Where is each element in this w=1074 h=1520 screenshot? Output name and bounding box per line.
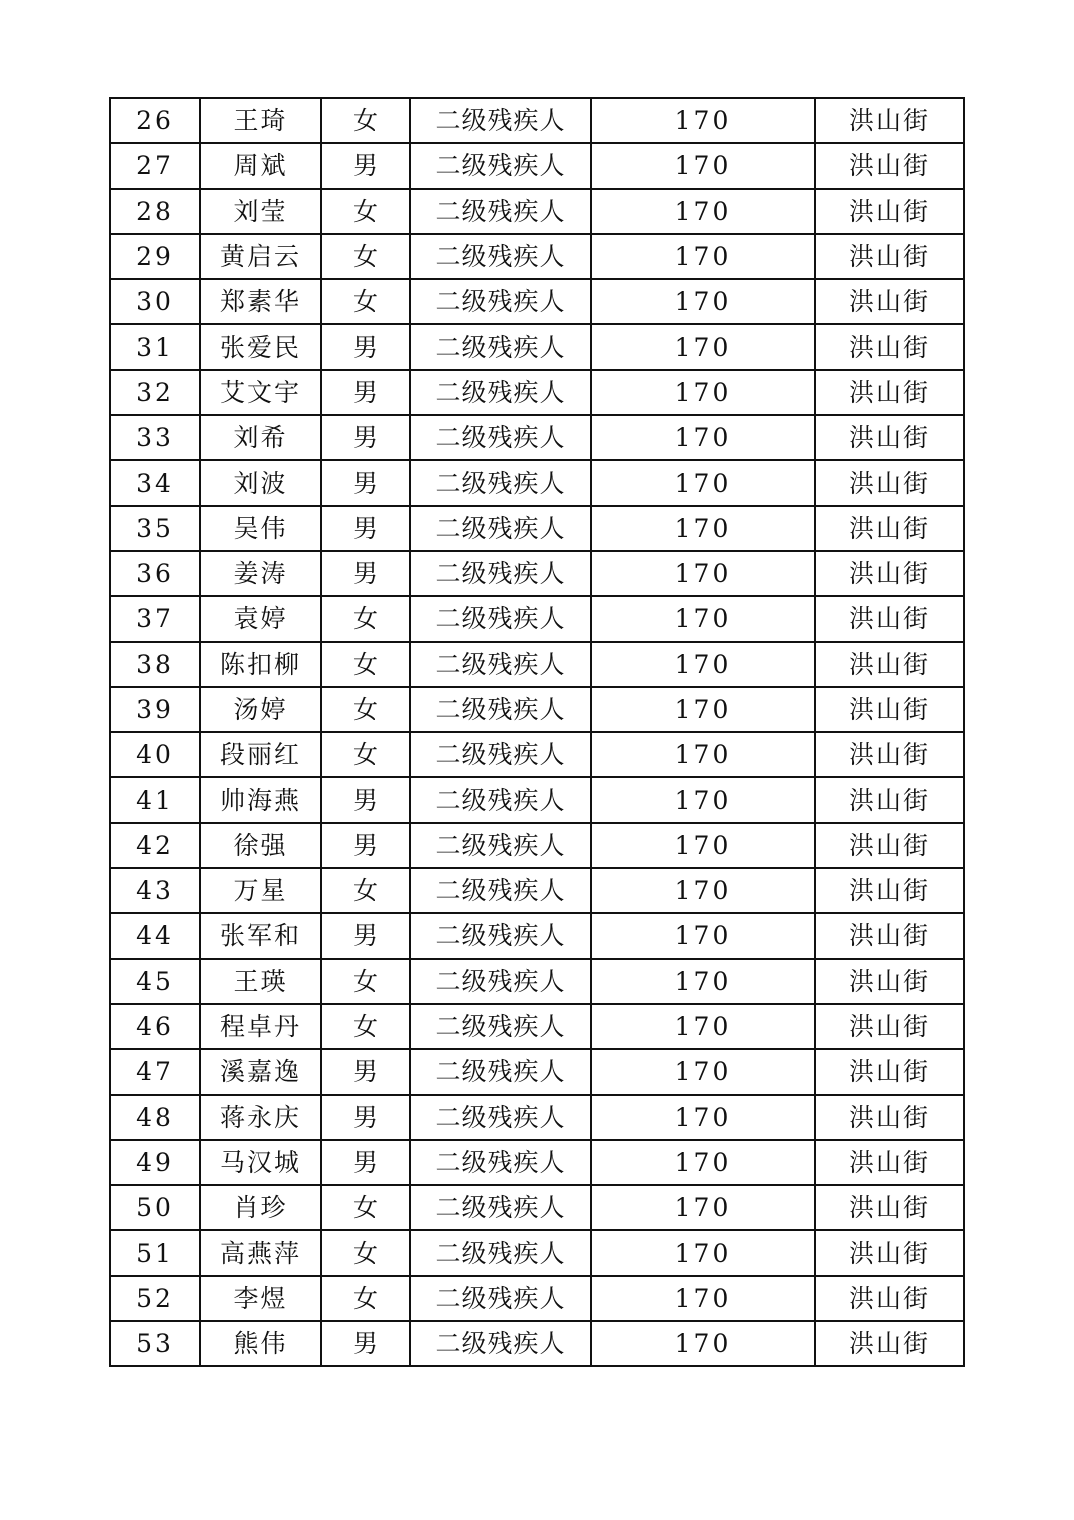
table-row (110, 1140, 964, 1185)
row-number-cell: 44 (110, 913, 200, 958)
street-cell: 洪山街 (815, 642, 964, 687)
gender-cell: 女 (321, 279, 410, 324)
street-cell: 洪山街 (815, 189, 964, 234)
table-row (110, 596, 964, 641)
amount-cell: 170 (591, 98, 815, 143)
street-cell: 洪山街 (815, 460, 964, 505)
gender-cell: 女 (321, 189, 410, 234)
disability-level-cell: 二级残疾人 (410, 777, 591, 822)
row-number-cell: 33 (110, 415, 200, 460)
gender-cell: 女 (321, 1230, 410, 1275)
amount-cell: 170 (591, 687, 815, 732)
street-cell: 洪山街 (815, 98, 964, 143)
person-name-cell: 帅海燕 (200, 777, 321, 822)
disability-level-cell: 二级残疾人 (410, 551, 591, 596)
amount-cell: 170 (591, 1004, 815, 1049)
person-name-cell: 姜涛 (200, 551, 321, 596)
gender-cell: 女 (321, 959, 410, 1004)
gender-cell: 女 (321, 1004, 410, 1049)
table-row (110, 98, 964, 143)
amount-cell: 170 (591, 913, 815, 958)
street-cell: 洪山街 (815, 1049, 964, 1094)
row-number-cell: 28 (110, 189, 200, 234)
street-cell: 洪山街 (815, 913, 964, 958)
disability-level-cell: 二级残疾人 (410, 189, 591, 234)
gender-cell: 男 (321, 1049, 410, 1094)
disability-level-cell: 二级残疾人 (410, 596, 591, 641)
table-row (110, 1049, 964, 1094)
table-row (110, 551, 964, 596)
street-cell: 洪山街 (815, 551, 964, 596)
amount-cell: 170 (591, 324, 815, 369)
amount-cell: 170 (591, 1185, 815, 1230)
table-row (110, 279, 964, 324)
person-name-cell: 黄启云 (200, 234, 321, 279)
row-number-cell: 35 (110, 506, 200, 551)
disability-level-cell: 二级残疾人 (410, 687, 591, 732)
amount-cell: 170 (591, 1230, 815, 1275)
row-number-cell: 53 (110, 1321, 200, 1366)
street-cell: 洪山街 (815, 1230, 964, 1275)
disability-level-cell: 二级残疾人 (410, 1004, 591, 1049)
amount-cell: 170 (591, 143, 815, 188)
row-number-cell: 39 (110, 687, 200, 732)
gender-cell: 女 (321, 596, 410, 641)
street-cell: 洪山街 (815, 324, 964, 369)
amount-cell: 170 (591, 1140, 815, 1185)
person-name-cell: 王瑛 (200, 959, 321, 1004)
person-name-cell: 陈扣柳 (200, 642, 321, 687)
disability-level-cell: 二级残疾人 (410, 460, 591, 505)
disability-level-cell: 二级残疾人 (410, 1185, 591, 1230)
row-number-cell: 27 (110, 143, 200, 188)
table-row (110, 1095, 964, 1140)
row-number-cell: 45 (110, 959, 200, 1004)
person-name-cell: 肖珍 (200, 1185, 321, 1230)
row-number-cell: 52 (110, 1276, 200, 1321)
person-name-cell: 溪嘉逸 (200, 1049, 321, 1094)
gender-cell: 男 (321, 143, 410, 188)
street-cell: 洪山街 (815, 959, 964, 1004)
gender-cell: 男 (321, 1140, 410, 1185)
row-number-cell: 31 (110, 324, 200, 369)
row-number-cell: 32 (110, 370, 200, 415)
gender-cell: 男 (321, 506, 410, 551)
amount-cell: 170 (591, 506, 815, 551)
roster-body (110, 98, 964, 1366)
person-name-cell: 王琦 (200, 98, 321, 143)
person-name-cell: 周斌 (200, 143, 321, 188)
table-row (110, 1321, 964, 1366)
subsidy-roster-table (109, 97, 965, 1367)
gender-cell: 女 (321, 1276, 410, 1321)
amount-cell: 170 (591, 642, 815, 687)
amount-cell: 170 (591, 868, 815, 913)
row-number-cell: 42 (110, 823, 200, 868)
row-number-cell: 48 (110, 1095, 200, 1140)
table-row (110, 324, 964, 369)
gender-cell: 男 (321, 823, 410, 868)
street-cell: 洪山街 (815, 777, 964, 822)
street-cell: 洪山街 (815, 143, 964, 188)
person-name-cell: 刘希 (200, 415, 321, 460)
street-cell: 洪山街 (815, 415, 964, 460)
street-cell: 洪山街 (815, 1321, 964, 1366)
row-number-cell: 37 (110, 596, 200, 641)
table-row (110, 460, 964, 505)
table-row (110, 234, 964, 279)
table-row (110, 959, 964, 1004)
person-name-cell: 张爱民 (200, 324, 321, 369)
street-cell: 洪山街 (815, 868, 964, 913)
disability-level-cell: 二级残疾人 (410, 868, 591, 913)
table-row (110, 1276, 964, 1321)
person-name-cell: 艾文宇 (200, 370, 321, 415)
table-row (110, 143, 964, 188)
person-name-cell: 吴伟 (200, 506, 321, 551)
amount-cell: 170 (591, 1276, 815, 1321)
person-name-cell: 程卓丹 (200, 1004, 321, 1049)
row-number-cell: 41 (110, 777, 200, 822)
street-cell: 洪山街 (815, 823, 964, 868)
gender-cell: 女 (321, 732, 410, 777)
gender-cell: 男 (321, 1321, 410, 1366)
gender-cell: 女 (321, 98, 410, 143)
amount-cell: 170 (591, 279, 815, 324)
row-number-cell: 40 (110, 732, 200, 777)
disability-level-cell: 二级残疾人 (410, 98, 591, 143)
table-row (110, 1185, 964, 1230)
person-name-cell: 高燕萍 (200, 1230, 321, 1275)
amount-cell: 170 (591, 370, 815, 415)
person-name-cell: 张军和 (200, 913, 321, 958)
row-number-cell: 36 (110, 551, 200, 596)
row-number-cell: 30 (110, 279, 200, 324)
disability-level-cell: 二级残疾人 (410, 415, 591, 460)
disability-level-cell: 二级残疾人 (410, 506, 591, 551)
gender-cell: 女 (321, 687, 410, 732)
street-cell: 洪山街 (815, 1185, 964, 1230)
row-number-cell: 38 (110, 642, 200, 687)
street-cell: 洪山街 (815, 1004, 964, 1049)
table-row (110, 415, 964, 460)
gender-cell: 女 (321, 1185, 410, 1230)
row-number-cell: 50 (110, 1185, 200, 1230)
disability-level-cell: 二级残疾人 (410, 324, 591, 369)
amount-cell: 170 (591, 732, 815, 777)
street-cell: 洪山街 (815, 370, 964, 415)
row-number-cell: 34 (110, 460, 200, 505)
gender-cell: 男 (321, 415, 410, 460)
table-row (110, 1230, 964, 1275)
person-name-cell: 袁婷 (200, 596, 321, 641)
disability-level-cell: 二级残疾人 (410, 370, 591, 415)
person-name-cell: 马汉城 (200, 1140, 321, 1185)
gender-cell: 女 (321, 868, 410, 913)
person-name-cell: 段丽红 (200, 732, 321, 777)
row-number-cell: 46 (110, 1004, 200, 1049)
table-row (110, 732, 964, 777)
amount-cell: 170 (591, 460, 815, 505)
street-cell: 洪山街 (815, 234, 964, 279)
disability-level-cell: 二级残疾人 (410, 1140, 591, 1185)
amount-cell: 170 (591, 1049, 815, 1094)
street-cell: 洪山街 (815, 279, 964, 324)
gender-cell: 男 (321, 370, 410, 415)
gender-cell: 男 (321, 913, 410, 958)
amount-cell: 170 (591, 551, 815, 596)
disability-level-cell: 二级残疾人 (410, 732, 591, 777)
amount-cell: 170 (591, 1321, 815, 1366)
table-row (110, 1004, 964, 1049)
disability-level-cell: 二级残疾人 (410, 1049, 591, 1094)
row-number-cell: 29 (110, 234, 200, 279)
street-cell: 洪山街 (815, 1140, 964, 1185)
person-name-cell: 蒋永庆 (200, 1095, 321, 1140)
amount-cell: 170 (591, 189, 815, 234)
gender-cell: 男 (321, 324, 410, 369)
amount-cell: 170 (591, 777, 815, 822)
row-number-cell: 49 (110, 1140, 200, 1185)
person-name-cell: 熊伟 (200, 1321, 321, 1366)
amount-cell: 170 (591, 823, 815, 868)
disability-level-cell: 二级残疾人 (410, 959, 591, 1004)
table-row (110, 370, 964, 415)
amount-cell: 170 (591, 415, 815, 460)
street-cell: 洪山街 (815, 732, 964, 777)
disability-level-cell: 二级残疾人 (410, 642, 591, 687)
street-cell: 洪山街 (815, 687, 964, 732)
person-name-cell: 徐强 (200, 823, 321, 868)
table-row (110, 777, 964, 822)
disability-level-cell: 二级残疾人 (410, 234, 591, 279)
row-number-cell: 47 (110, 1049, 200, 1094)
disability-level-cell: 二级残疾人 (410, 913, 591, 958)
person-name-cell: 李煜 (200, 1276, 321, 1321)
gender-cell: 男 (321, 460, 410, 505)
street-cell: 洪山街 (815, 1276, 964, 1321)
gender-cell: 男 (321, 1095, 410, 1140)
street-cell: 洪山街 (815, 506, 964, 551)
table-row (110, 823, 964, 868)
amount-cell: 170 (591, 1095, 815, 1140)
street-cell: 洪山街 (815, 1095, 964, 1140)
gender-cell: 女 (321, 642, 410, 687)
gender-cell: 男 (321, 551, 410, 596)
person-name-cell: 刘莹 (200, 189, 321, 234)
row-number-cell: 51 (110, 1230, 200, 1275)
disability-level-cell: 二级残疾人 (410, 143, 591, 188)
table-row (110, 189, 964, 234)
table-row (110, 642, 964, 687)
person-name-cell: 郑素华 (200, 279, 321, 324)
street-cell: 洪山街 (815, 596, 964, 641)
disability-level-cell: 二级残疾人 (410, 1276, 591, 1321)
disability-level-cell: 二级残疾人 (410, 279, 591, 324)
disability-level-cell: 二级残疾人 (410, 823, 591, 868)
person-name-cell: 刘波 (200, 460, 321, 505)
disability-level-cell: 二级残疾人 (410, 1230, 591, 1275)
disability-level-cell: 二级残疾人 (410, 1321, 591, 1366)
amount-cell: 170 (591, 234, 815, 279)
row-number-cell: 26 (110, 98, 200, 143)
person-name-cell: 万星 (200, 868, 321, 913)
disability-level-cell: 二级残疾人 (410, 1095, 591, 1140)
table-row (110, 913, 964, 958)
person-name-cell: 汤婷 (200, 687, 321, 732)
table-row (110, 687, 964, 732)
amount-cell: 170 (591, 959, 815, 1004)
amount-cell: 170 (591, 596, 815, 641)
table-row (110, 506, 964, 551)
gender-cell: 女 (321, 234, 410, 279)
row-number-cell: 43 (110, 868, 200, 913)
gender-cell: 男 (321, 777, 410, 822)
table-row (110, 868, 964, 913)
